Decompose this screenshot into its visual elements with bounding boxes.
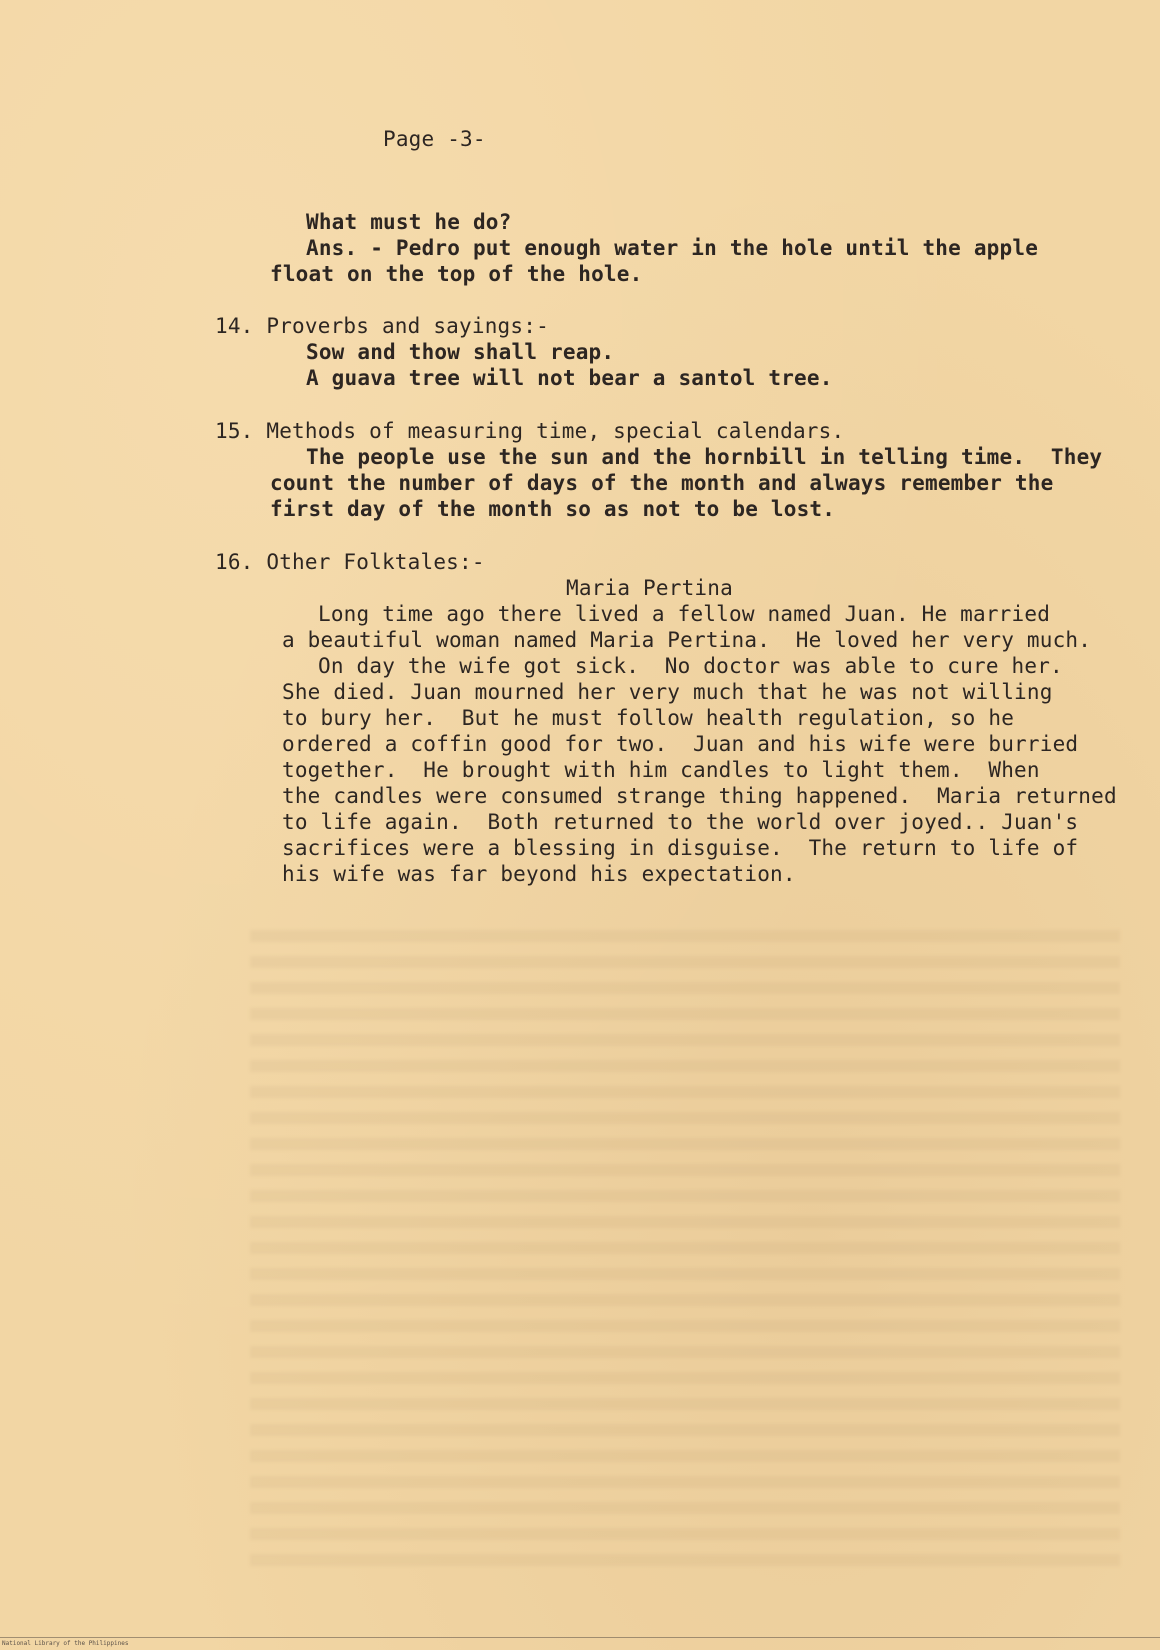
proverb-1: Sow and thow shall reap. [306, 340, 615, 364]
folktale-line: ordered a coffin good for two. Juan and his wife were burried [282, 732, 1079, 756]
section-15-heading: 15. Methods of measuring time, special calendars. [215, 419, 845, 443]
section-16-heading: 16. Other Folktales:- [215, 550, 485, 574]
riddle-answer-line-2: float on the top of the hole. [270, 262, 643, 286]
page-number: Page -3- [383, 127, 486, 151]
riddle-question: What must he do? [306, 210, 512, 234]
footer-text: National Library of the Philippines [2, 1640, 129, 1647]
time-line-3: first day of the month so as not to be lost. [270, 497, 836, 521]
folktale-title: Maria Pertina [566, 576, 733, 600]
folktale-line: to bury her. But he must follow health regulation, so he [282, 706, 1015, 730]
folktale-line: Long time ago there lived a fellow named Juan. He married [318, 602, 1051, 626]
time-line-2: count the number of days of the month and always remember the [270, 471, 1054, 495]
folktale-line: She died. Juan mourned her very much that he was not willing [282, 680, 1053, 704]
folktale-line: On day the wife got sick. No doctor was able to cure her. [318, 654, 1063, 678]
folktale-line: sacrifices were a blessing in disguise. The return to life of [282, 836, 1079, 860]
folktale-line: a beautiful woman named Maria Pertina. He loved her very much. [282, 628, 1092, 652]
proverb-2: A guava tree will not bear a santol tree. [306, 366, 833, 390]
folktale-line: the candles were consumed strange thing happened. Maria returned [282, 784, 1117, 808]
section-14-heading: 14. Proverbs and sayings:- [215, 314, 549, 338]
time-line-1: The people use the sun and the hornbill in telling time. They [306, 445, 1103, 469]
riddle-answer-line-1: Ans. - Pedro put enough water in the hole until the apple [306, 236, 1039, 260]
folktale-line: together. He brought with him candles to light them. When [282, 758, 1040, 782]
folktale-line: to life again. Both returned to the world over joyed.. Juan's [282, 810, 1079, 834]
footer-rule [0, 1637, 1160, 1638]
bleed-through-text [250, 930, 1120, 1570]
folktale-line: his wife was far beyond his expectation. [282, 862, 796, 886]
